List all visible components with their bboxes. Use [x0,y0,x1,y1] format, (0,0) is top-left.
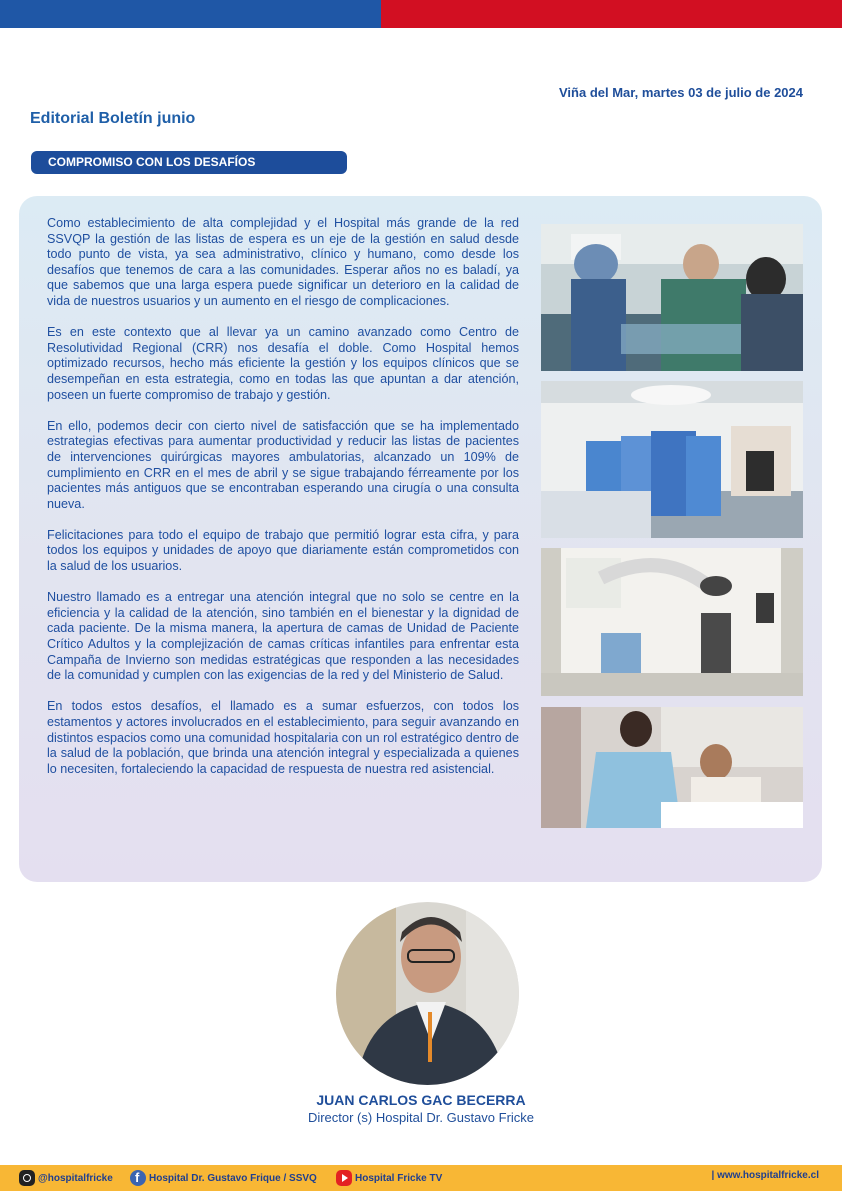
director-name: JUAN CARLOS GAC BECERRA [316,1092,526,1108]
paragraph: Felicitaciones para todo el equipo de trabajo que permitió lograr esta cifra, y para todos los equipos y unidades de apoyo que diariamente están comprometidos con la salud de los usuarios. [47,527,519,574]
section-heading: COMPROMISO CON LOS DESAFÍOS [31,151,347,174]
top-bar-red [381,0,842,28]
paragraph: En ello, podemos decir con cierto nivel de satisfacción que se ha implementado estrategias efectivas para aumentar productividad y reducir las listas de pacientes de intervenciones quirúrgicas mayores ambulatorias, alcanzado un 109% de cumplimiento en CRR en el mes de abril y se sigue trabajando férreamente por los pacientes más antiguos que se encontraban esperando una cirugía o una consulta nueva. [47,418,519,511]
footer-facebook[interactable] [130,1170,317,1186]
youtube-channel: Hospital Fricke TV [355,1172,443,1184]
website-link: | www.hospitalfricke.cl [711,1170,819,1181]
editorial-text [47,216,519,793]
director-portrait [336,902,519,1085]
paragraph: Es en este contexto que al llevar ya un camino avanzado como Centro de Resolutividad Regional (CRR) nos desafía el doble. Como Hospital hemos optimizado recursos, hecho más eficiente la gestión y los equipos clínicos que se desempeñan en esta estrategia, como en todas las que apuntan a dar atención, poseen un fuerte compromiso de trabajo y gestión. [47,325,519,402]
facebook-icon [130,1170,146,1186]
paragraph: Nuestro llamado es a entregar una atención integral que no solo se centre en la eficiencia y la calidad de la atención, sino también en el bienestar y la dignidad de cada paciente. De la misma manera, la apertura de camas de Unidad de Paciente Crítico Adultos y la complejización de camas críticas infantiles para enfrentar esta Campaña de Invierno son medidas estratégicas que responden a las necesidades de la comunidad y cumplen con las exigencias de la red y del Ministerio de Salud. [47,590,519,683]
footer-youtube[interactable] [336,1170,442,1186]
photo-surgery-team [541,224,803,371]
photo-pediatric-care [541,707,803,828]
page-title: Editorial Boletín junio [30,110,196,127]
photo-imaging-room [541,548,803,696]
top-color-bar [0,0,842,28]
instagram-handle: @hospitalfricke [38,1172,113,1184]
footer-bar [0,1165,842,1191]
director-role: Director (s) Hospital Dr. Gustavo Fricke [307,1110,535,1125]
paragraph: En todos estos desafíos, el llamado es a sumar esfuerzos, con todos los estamentos y actores involucrados en el establecimiento, para seguir avanzando en distintos espacios como una comunidad hospitalaria con un rol estratégico dentro de la salud de la población, que brinda una atención integral y especializada a quienes lo necesiten, fortaleciendo la capacidad de respuesta de nuestra red asistencial. [47,699,519,776]
date-line: Viña del Mar, martes 03 de julio de 2024 [559,85,803,100]
top-bar-blue [0,0,381,28]
footer-website[interactable] [712,1170,819,1181]
footer-instagram[interactable] [19,1170,113,1186]
youtube-icon [336,1170,352,1186]
paragraph: Como establecimiento de alta complejidad y el Hospital más grande de la red SSVQP la gestión de las listas de espera es un eje de la gestión en salud desde todo punto de vista, ya sea administrativo, clínico y humano, como desde los desafíos que tenemos de cara a las comunidades. Esperar años no es baladí, ya que sabemos que una larga espera puede significar un deterioro en la calidad de vida de nuestros usuarios y un aumento en el riesgo de complicaciones. [47,216,519,308]
facebook-page: Hospital Dr. Gustavo Frique / SSVQ [149,1172,317,1184]
photo-operating-room [541,381,803,538]
instagram-icon [19,1170,35,1186]
